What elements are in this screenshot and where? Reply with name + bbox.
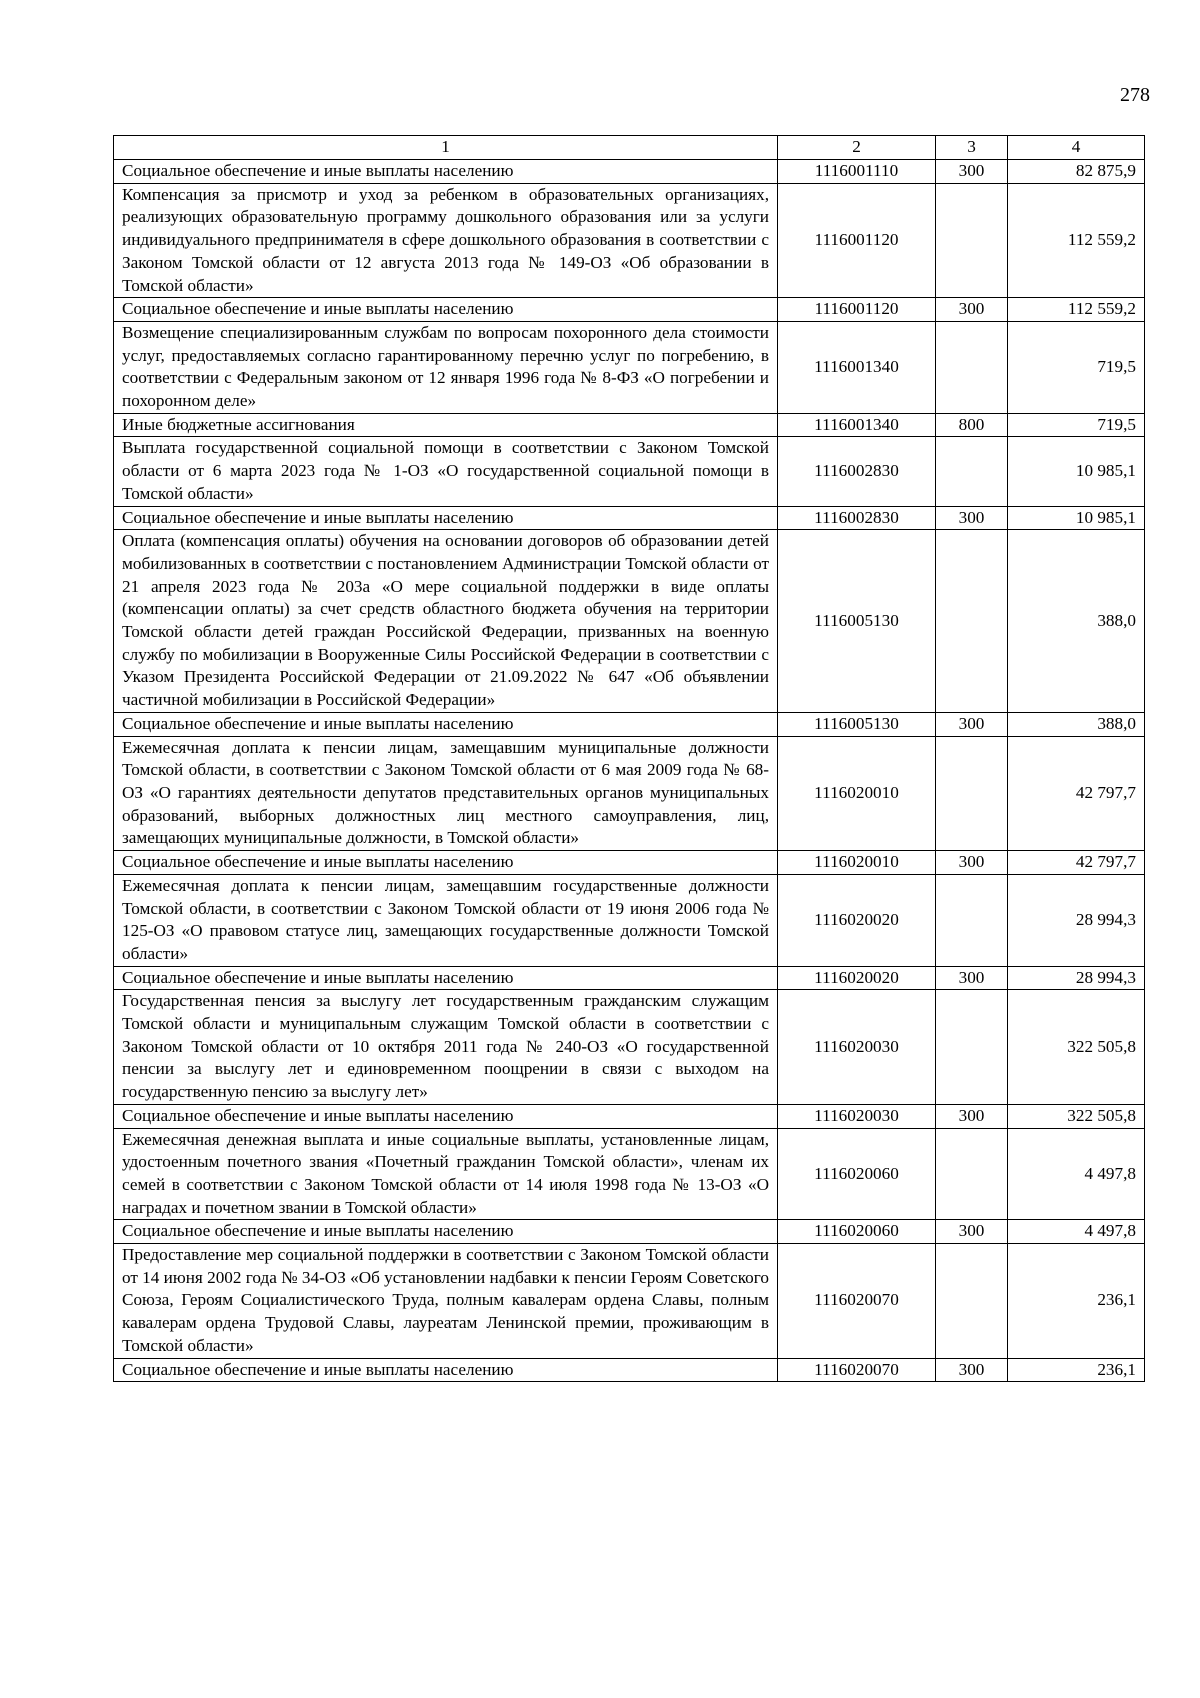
table-row [114,1128,1145,1220]
row-expense-type [936,530,1008,713]
table-row [114,160,1145,184]
row-amount: 82 875,9 [1008,160,1145,184]
row-name: Социальное обеспечение и иные выплаты населению [114,966,778,990]
row-amount: 10 985,1 [1008,506,1145,530]
row-amount: 236,1 [1008,1244,1145,1359]
row-name: Оплата (компенсация оплаты) обучения на основании договоров об образовании детей мобилизованных в соответствии с постановлением Администрации Томской области от 21 апреля 2023 года № 203а «О мере социальной поддержки в виде оплаты (компенсации оплаты) за счет средств областного бюджета обучения на территории Томской области детей граждан Российской Федерации, призванных на военную службу по мобилизации в Вооруженные Силы Российской Федерации в соответствии с Указом Президента Российской Федерации от 21.09.2022 № 647 «Об объявлении частичной мобилизации в Российской Федерации» [114,530,778,713]
row-expense-type [936,736,1008,851]
row-code: 1116002830 [778,506,936,530]
row-code: 1116001340 [778,321,936,413]
table-row [114,712,1145,736]
row-expense-type [936,990,1008,1105]
row-name: Социальное обеспечение и иные выплаты населению [114,851,778,875]
row-amount: 236,1 [1008,1358,1145,1382]
row-name: Компенсация за присмотр и уход за ребенком в образовательных организациях, реализующих образовательную программу дошкольного образования или за услуги индивидуального предпринимателя в сфере дошкольного образования в соответствии с Законом Томской области от 12 августа 2013 года № 149-ОЗ «Об образовании в Томской области» [114,183,778,298]
row-amount: 388,0 [1008,712,1145,736]
row-amount: 388,0 [1008,530,1145,713]
row-expense-type: 800 [936,413,1008,437]
table-row [114,506,1145,530]
row-name: Выплата государственной социальной помощи в соответствии с Законом Томской области от 6 марта 2023 года № 1-ОЗ «О государственной социальной помощи в Томской области» [114,437,778,506]
row-name: Социальное обеспечение и иные выплаты населению [114,712,778,736]
row-name: Возмещение специализированным службам по вопросам похоронного дела стоимости услуг, предоставляемых согласно гарантированному перечню услуг по погребению, в соответствии с Федеральным законом от 12 января 1996 года № 8-ФЗ «О погребении и похоронном деле» [114,321,778,413]
row-expense-type: 300 [936,160,1008,184]
header-col-3: 3 [936,136,1008,160]
table-row [114,966,1145,990]
row-expense-type: 300 [936,1358,1008,1382]
row-expense-type [936,437,1008,506]
row-expense-type [936,321,1008,413]
header-col-2: 2 [778,136,936,160]
row-amount: 719,5 [1008,413,1145,437]
row-code: 1116020020 [778,966,936,990]
table-row [114,530,1145,713]
row-name: Социальное обеспечение и иные выплаты населению [114,1358,778,1382]
row-expense-type: 300 [936,1220,1008,1244]
row-expense-type: 300 [936,712,1008,736]
row-code: 1116005130 [778,530,936,713]
row-amount: 42 797,7 [1008,736,1145,851]
row-code: 1116001110 [778,160,936,184]
page-number: 278 [1120,84,1150,106]
row-expense-type [936,1128,1008,1220]
row-name: Социальное обеспечение и иные выплаты населению [114,160,778,184]
row-expense-type [936,1244,1008,1359]
row-name: Ежемесячная доплата к пенсии лицам, замещавшим муниципальные должности Томской области, в соответствии с Законом Томской области от 6 мая 2009 года № 68-ОЗ «О гарантиях деятельности депутатов представительных органов муниципальных образований, выборных должностных лиц местного самоуправления, лиц, замещающих муниципальные должности, в Томской области» [114,736,778,851]
row-code: 1116020030 [778,990,936,1105]
header-col-4: 4 [1008,136,1145,160]
table-row [114,851,1145,875]
row-amount: 28 994,3 [1008,966,1145,990]
table-row [114,1358,1145,1382]
row-name: Ежемесячная доплата к пенсии лицам, замещавшим государственные должности Томской области, в соответствии с Законом Томской области от 19 июня 2006 года № 125-ОЗ «О правовом статусе лиц, замещающих государственные должности Томской области» [114,874,778,966]
row-amount: 112 559,2 [1008,183,1145,298]
row-expense-type [936,874,1008,966]
row-code: 1116001340 [778,413,936,437]
row-code: 1116020070 [778,1244,936,1359]
table-row [114,437,1145,506]
row-code: 1116020010 [778,851,936,875]
row-code: 1116001120 [778,298,936,322]
row-code: 1116001120 [778,183,936,298]
row-expense-type: 300 [936,1104,1008,1128]
table-header-row [114,136,1145,160]
row-name: Социальное обеспечение и иные выплаты населению [114,298,778,322]
row-expense-type: 300 [936,298,1008,322]
table-body [114,160,1145,1382]
table-row [114,321,1145,413]
table-row [114,1244,1145,1359]
table-row [114,1104,1145,1128]
row-code: 1116005130 [778,712,936,736]
row-code: 1116020010 [778,736,936,851]
row-expense-type: 300 [936,851,1008,875]
row-name: Социальное обеспечение и иные выплаты населению [114,1220,778,1244]
row-expense-type: 300 [936,966,1008,990]
row-name: Социальное обеспечение и иные выплаты населению [114,506,778,530]
row-amount: 719,5 [1008,321,1145,413]
table-row [114,298,1145,322]
row-amount: 4 497,8 [1008,1220,1145,1244]
row-code: 1116020020 [778,874,936,966]
table-row [114,1220,1145,1244]
row-amount: 322 505,8 [1008,1104,1145,1128]
row-amount: 10 985,1 [1008,437,1145,506]
table-row [114,183,1145,298]
row-expense-type [936,183,1008,298]
row-name: Социальное обеспечение и иные выплаты населению [114,1104,778,1128]
row-code: 1116020060 [778,1220,936,1244]
table-row [114,736,1145,851]
table-row [114,990,1145,1105]
row-amount: 112 559,2 [1008,298,1145,322]
row-name: Предоставление мер социальной поддержки в соответствии с Законом Томской области от 14 июня 2002 года № 34-ОЗ «Об установлении надбавки к пенсии Героям Советского Союза, Героям Социалистического Труда, полным кавалерам ордена Славы, полным кавалерам ордена Трудовой Славы, лауреатам Ленинской премии, проживающим в Томской области» [114,1244,778,1359]
row-amount: 42 797,7 [1008,851,1145,875]
row-name: Иные бюджетные ассигнования [114,413,778,437]
row-amount: 28 994,3 [1008,874,1145,966]
row-name: Государственная пенсия за выслугу лет государственным гражданским служащим Томской области и муниципальным служащим Томской области в соответствии с Законом Томской области от 10 октября 2011 года № 240-ОЗ «О государственной пенсии за выслугу лет и единовременном поощрении в связи с выходом на государственную пенсию за выслугу лет» [114,990,778,1105]
table-row [114,874,1145,966]
row-code: 1116020060 [778,1128,936,1220]
budget-table [113,135,1145,1382]
row-code: 1116020070 [778,1358,936,1382]
row-expense-type: 300 [936,506,1008,530]
row-code: 1116020030 [778,1104,936,1128]
table-row [114,413,1145,437]
row-name: Ежемесячная денежная выплата и иные социальные выплаты, установленные лицам, удостоенным почетного звания «Почетный гражданин Томской области», членам их семей в соответствии с Законом Томской области от 14 июля 1998 года № 13-ОЗ «О наградах и почетном звании в Томской области» [114,1128,778,1220]
row-amount: 4 497,8 [1008,1128,1145,1220]
row-amount: 322 505,8 [1008,990,1145,1105]
header-col-1: 1 [114,136,778,160]
row-code: 1116002830 [778,437,936,506]
